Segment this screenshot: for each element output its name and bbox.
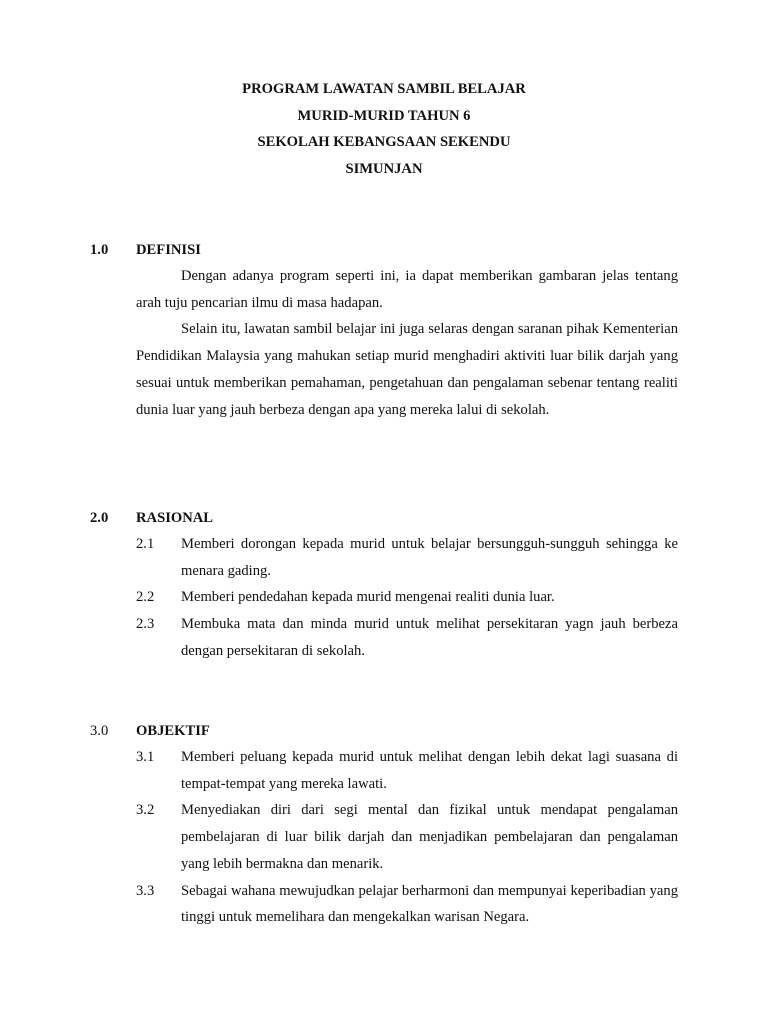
- section-number: 2.0: [90, 510, 109, 526]
- title-line: PROGRAM LAWATAN SAMBIL BELAJAR: [242, 81, 526, 97]
- item-number: 2.1: [136, 536, 155, 552]
- item-text: Memberi dorongan kepada murid untuk belajar bersungguh-sungguh sehingga ke menara gading.: [181, 536, 678, 579]
- paragraph: Dengan adanya program seperti ini, ia dapat memberikan gambaran jelas tentang arah tuju pencarian ilmu di masa hadapan.: [136, 268, 678, 311]
- section-heading: [0, 505, 768, 531]
- list-item: [0, 611, 768, 664]
- item-text: Memberi peluang kepada murid untuk melihat dengan lebih dekat lagi suasana di tempat-tempat yang mereka lawati.: [181, 749, 678, 792]
- item-text: Memberi pendedahan kepada murid mengenai realiti dunia luar.: [181, 589, 555, 606]
- section-title: RASIONAL: [136, 510, 214, 526]
- list-item: [0, 744, 768, 797]
- item-text: Sebagai wahana mewujudkan pelajar berharmoni dan mempunyai keperibadian yang tinggi untuk memelihara dan mengekalkan warisan Negara.: [181, 882, 678, 926]
- section-heading: [0, 237, 768, 263]
- item-text: Membuka mata dan minda murid untuk melihat persekitaran yagn jauh berbeza dengan persekitaran di sekolah.: [181, 616, 678, 659]
- section-definisi: [0, 237, 768, 423]
- list-item: [0, 531, 768, 584]
- list-item: [0, 878, 768, 931]
- section-heading: [0, 718, 768, 744]
- item-text: Menyediakan diri dari segi mental dan fizikal untuk mendapat pengalaman pembelajaran di luar bilik darjah dan menjadikan pembelajaran dan pengalaman yang lebih bermakna dan menarik.: [181, 802, 678, 872]
- title-line: SIMUNJAN: [345, 160, 423, 177]
- item-number: 3.3: [136, 882, 155, 899]
- title-line: MURID-MURID TAHUN 6: [297, 107, 471, 124]
- section-title: DEFINISI: [136, 242, 201, 258]
- title-line: SEKOLAH KEBANGSAAN SEKENDU: [257, 134, 511, 150]
- section-number: 3.0: [90, 723, 109, 739]
- section-title: OBJEKTIF: [136, 723, 210, 739]
- list-item: [0, 584, 768, 611]
- section-rasional: [0, 505, 768, 665]
- list-item: [0, 797, 768, 877]
- item-number: 2.3: [136, 616, 155, 633]
- item-number: 3.2: [136, 802, 155, 819]
- section-number: 1.0: [90, 242, 109, 258]
- document-title: [0, 76, 768, 182]
- item-number: 3.1: [136, 749, 155, 765]
- section-objektif: [0, 718, 768, 931]
- item-number: 2.2: [136, 589, 155, 606]
- paragraph: Selain itu, lawatan sambil belajar ini juga selaras dengan saranan pihak Kementerian Pendidikan Malaysia yang mahukan setiap murid menghadiri aktiviti luar bilik darjah yang sesuai untuk memberikan pemahaman, pengetahuan dan pengalaman sebenar tentang realiti dunia luar yang jauh berbeza dengan apa yang mereka lalui di sekolah.: [136, 321, 678, 418]
